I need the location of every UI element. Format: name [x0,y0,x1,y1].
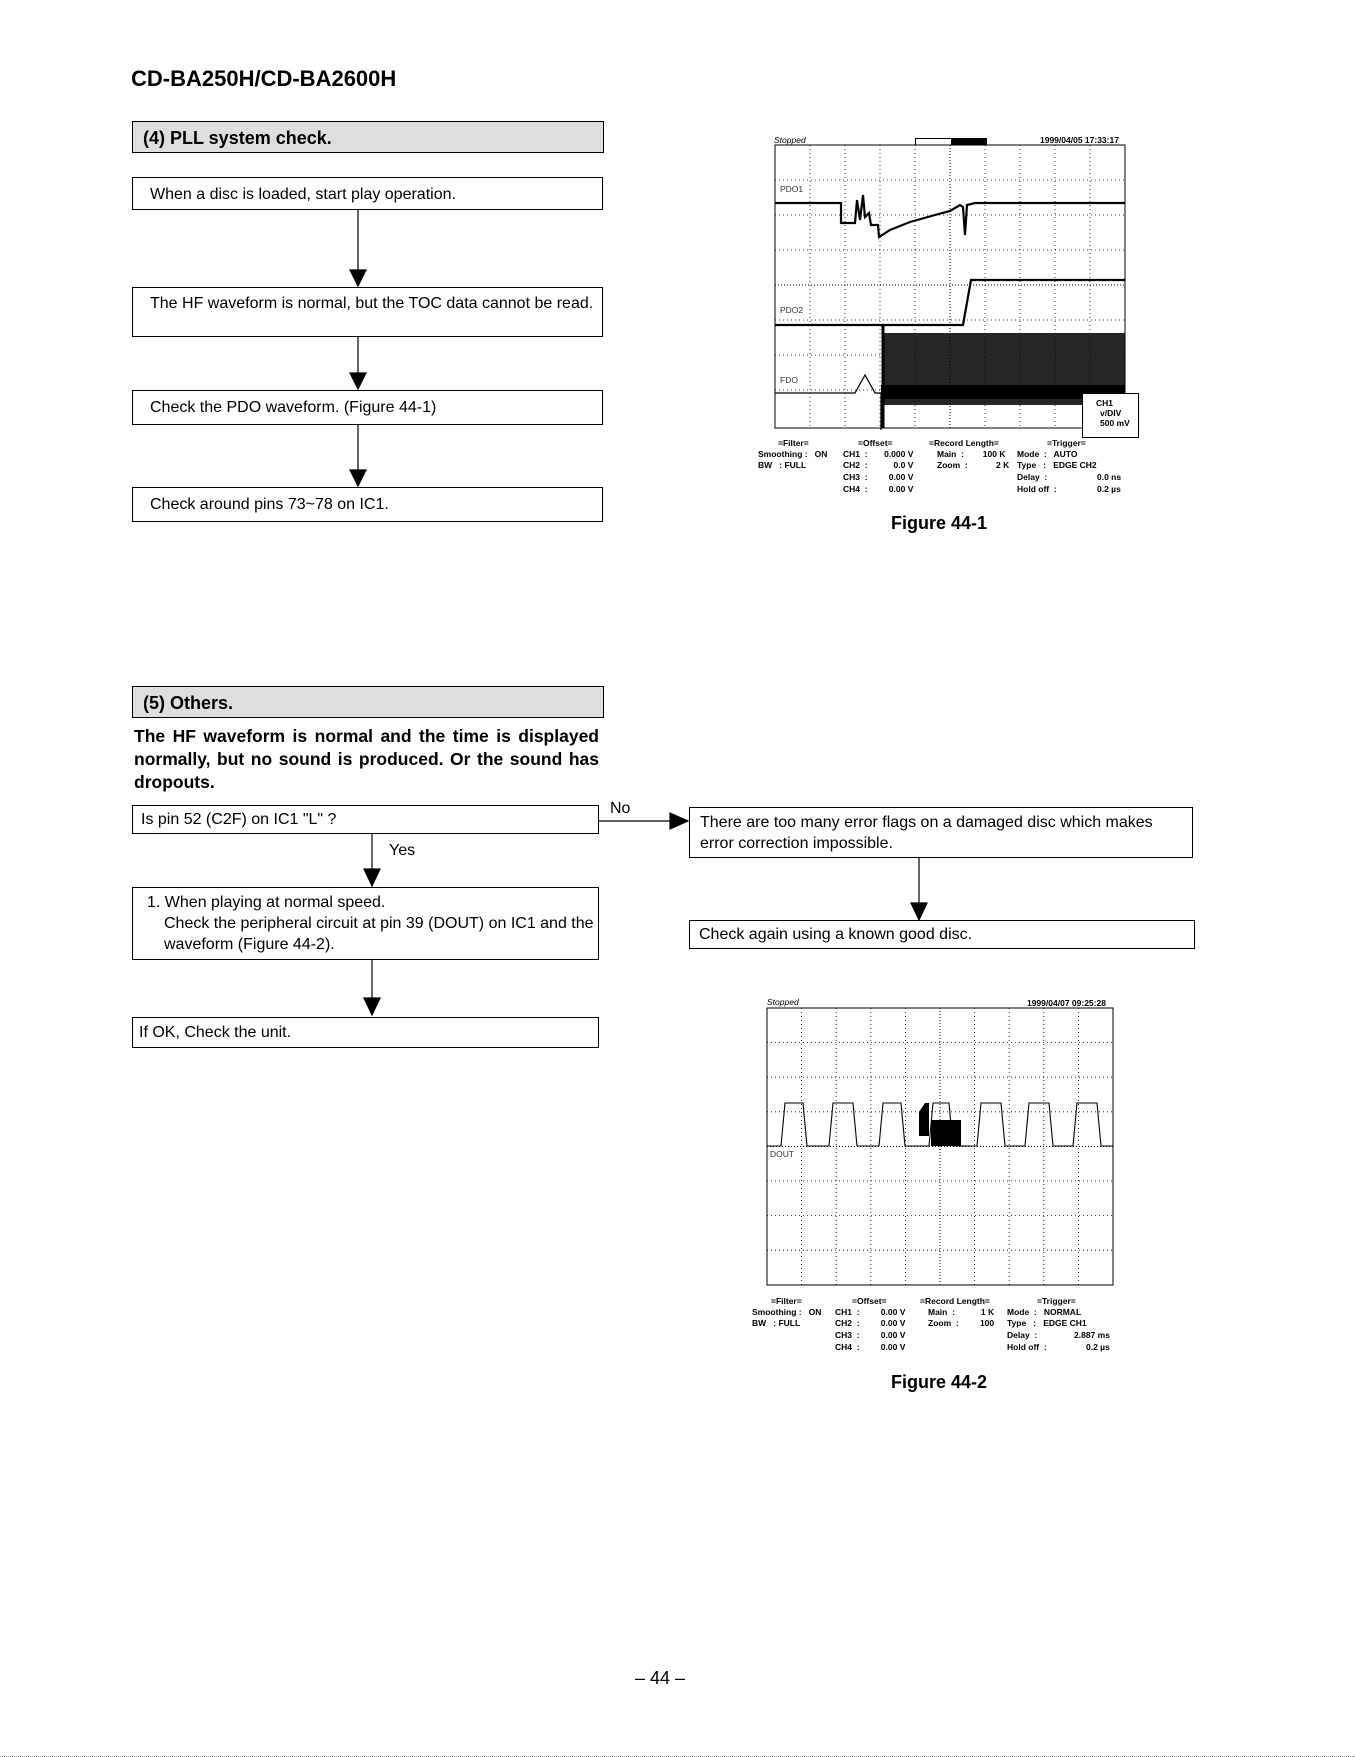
scope2-trigger-delay: 2.887 ms [1074,1330,1110,1340]
scope1-offset-row-3: CH3 : 0.00 V [843,472,914,482]
scope1-status: Stopped [774,135,806,145]
scope2-trace-dout: DOUT [770,1149,795,1159]
flow-label-yes: Yes [389,842,416,859]
scope1-scale-box [1082,393,1139,438]
scope2-timestamp: 1999/04/07 09:25:28 [1027,998,1106,1008]
scope2-record-row-2: Zoom : 100 [928,1318,995,1328]
scope1-filter-row-2: BW : FULL [758,460,807,470]
flow-step-check-unit: If OK, Check the unit. [132,1017,599,1048]
flow-result-error-flags: There are too many error flags on a damaged disc which makes error correction impossible. [689,807,1193,858]
flow-step-check-pdo: Check the PDO waveform. (Figure 44-1) [132,390,603,425]
scope2-filter-title: =Filter= [771,1296,802,1306]
scope2-trigger-row-1: Mode : NORMAL [1007,1307,1082,1317]
scope1-record-row-1: Main : 100 K [937,449,1006,459]
scope2-filter-row-2: BW : FULL [752,1318,801,1328]
scope1-filter-title: =Filter= [778,438,809,448]
scope1-screen [775,145,1125,428]
section-heading-pll: (4) PLL system check. [132,121,604,153]
section-intro: The HF waveform is normal and the time is displayed normally, but no sound is produced. Or the sound has dropouts. [134,726,599,792]
scope1-record-row-2: Zoom : 2 K [937,460,1010,470]
section-heading-others: (5) Others. [132,686,604,718]
flow-step-check-pins: Check around pins 73~78 on IC1. [132,487,603,522]
flow-label-no: No [610,800,631,817]
scope1-timestamp: 1999/04/05 17:33:17 [1040,135,1119,145]
flow-step-normal-speed [132,887,599,960]
scope1-offset-title: =Offset= [858,438,893,448]
scope1-trace-fdo: FDO [780,375,798,385]
page-bottom-rule [0,1756,1355,1757]
scope1-trigger-row-3: Delay : [1017,472,1048,482]
page-number: – 44 – [635,1668,686,1688]
flow-action-good-disc: Check again using a known good disc. [689,920,1195,949]
scope2-trigger-row-2: Type : EDGE CH1 [1007,1318,1087,1328]
scope1-trigger-delay: 0.0 ns [1097,472,1122,482]
step-line-1: 1. When playing at normal speed. [147,894,386,911]
scale-box-unit: v/DIV [1100,408,1122,418]
scope2-offset-row-3: CH3 : 0.00 V [835,1330,906,1340]
scope1-offset-row-2: CH2 : 0.0 V [843,460,914,470]
scope1-offset-row-1: CH1 : 0.000 V [843,449,914,459]
scope1-trigger-row-4: Hold off : [1017,484,1057,494]
scope1-offset-row-4: CH4 : 0.00 V [843,484,914,494]
scope2-status: Stopped [767,997,799,1007]
page-title: CD-BA250H/CD-BA2600H [131,66,397,91]
scope2-trigger-row-4: Hold off : [1007,1342,1047,1352]
scope1-trigger-title: =Trigger= [1047,438,1086,448]
scope2-trigger-title: =Trigger= [1037,1296,1076,1306]
scope2-trigger-holdoff: 0.2 µs [1086,1342,1110,1352]
flow-step-hf-normal: The HF waveform is normal, but the TOC data cannot be read. [132,287,603,337]
scope2-trigger-row-3: Delay : [1007,1330,1038,1340]
scope2-offset-row-2: CH2 : 0.00 V [835,1318,906,1328]
scope1-trigger-row-1: Mode : AUTO [1017,449,1078,459]
flow-step-load-disc: When a disc is loaded, start play operation. [132,177,603,210]
scope1-record-title: =Record Length= [929,438,999,448]
scope2-offset-row-1: CH1 : 0.00 V [835,1307,906,1317]
scope2-record-row-1: Main : 1 K [928,1307,995,1317]
scope2-record-title: =Record Length= [920,1296,990,1306]
figure1-caption: Figure 44-1 [891,513,988,533]
scope1-trigger-row-2: Type : EDGE CH2 [1017,460,1097,470]
scope2-filter-row-1: Smoothing : ON [752,1307,822,1317]
step-line-2: Check the peripheral circuit at pin 39 (DOUT) on IC1 and the waveform (Figure 44-2). [164,915,594,953]
scope1-trace-pdo1: PDO1 [780,184,804,194]
scale-box-ch: CH1 [1096,398,1114,408]
scope1-trigger-holdoff: 0.2 µs [1097,484,1121,494]
scope2-offset-row-4: CH4 : 0.00 V [835,1342,906,1352]
scope1-filter-row-1: Smoothing : ON [758,449,828,459]
scale-box-value: 500 mV [1100,418,1130,428]
scope2-screen [767,1008,1113,1285]
scope1-trace-pdo2: PDO2 [780,305,804,315]
figure2-caption: Figure 44-2 [891,1372,988,1392]
scope2-offset-title: =Offset= [852,1296,887,1306]
flow-question-c2f: Is pin 52 (C2F) on IC1 "L" ? [132,805,599,834]
